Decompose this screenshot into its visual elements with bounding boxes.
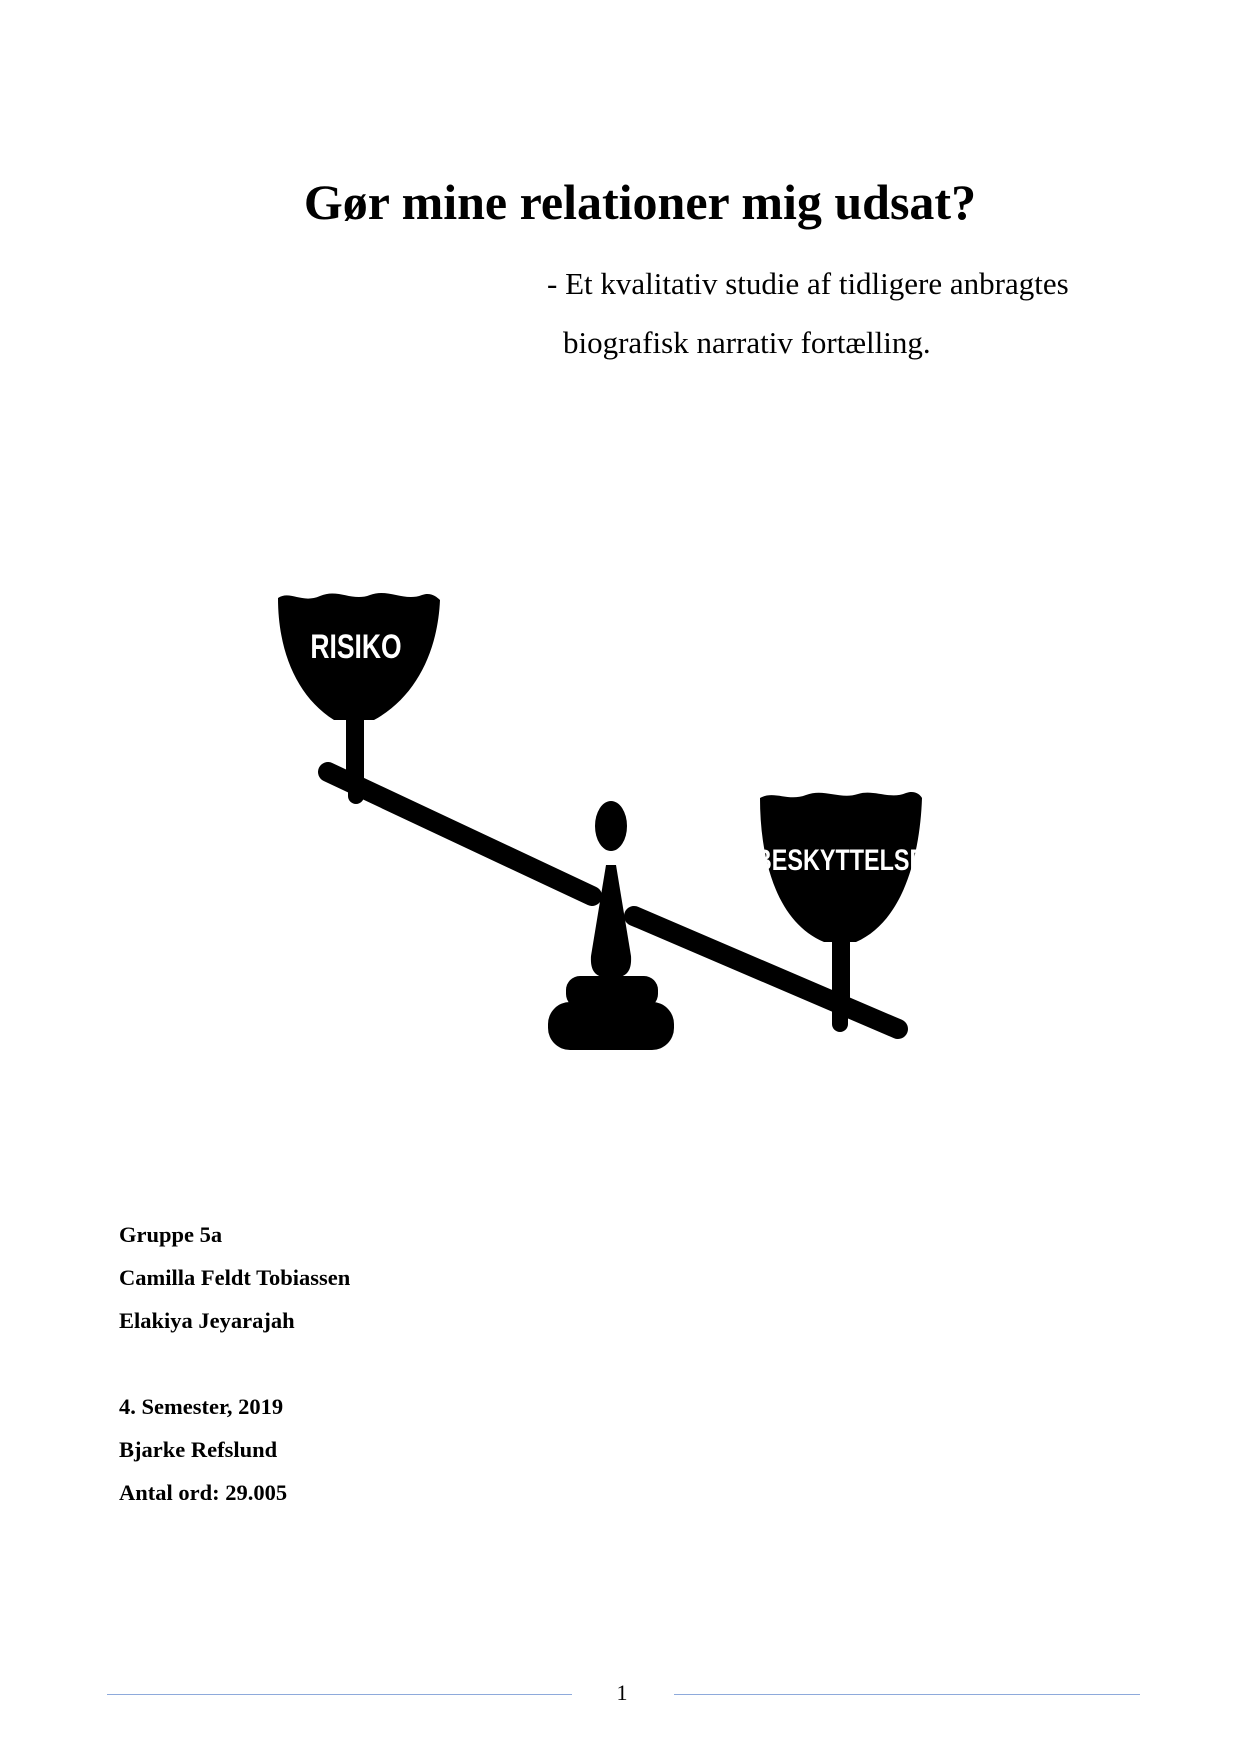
footer-rule-left — [107, 1694, 572, 1695]
risiko-bowl — [278, 593, 440, 804]
word-count: Antal ord: 29.005 — [119, 1480, 288, 1505]
beskyttelse-label: BESKYTTELSE — [754, 843, 926, 877]
footer-rule-right — [674, 1694, 1140, 1695]
subtitle-line-2: biografisk narrativ fortælling. — [563, 325, 931, 360]
semester: 4. Semester, 2019 — [119, 1394, 284, 1419]
group-name: Gruppe 5a — [119, 1222, 223, 1247]
author-1: Camilla Feldt Tobiassen — [119, 1265, 351, 1290]
seesaw-beam-left — [328, 772, 592, 896]
document-title: Gør mine relationer mig udsat? — [303, 174, 977, 230]
subtitle-line-1: - Et kvalitativ studie af tidligere anbragtes — [547, 266, 1069, 301]
beskyttelse-bowl — [755, 792, 925, 1032]
page-number: 1 — [616, 1680, 628, 1705]
supervisor: Bjarke Refslund — [119, 1437, 278, 1462]
balance-scale-illustration — [270, 578, 970, 1088]
fulcrum-base-bottom — [548, 1002, 674, 1050]
fulcrum-head — [595, 801, 627, 851]
risiko-label: RISIKO — [310, 627, 402, 666]
fulcrum-body — [591, 865, 631, 978]
author-2: Elakiya Jeyarajah — [119, 1308, 295, 1333]
